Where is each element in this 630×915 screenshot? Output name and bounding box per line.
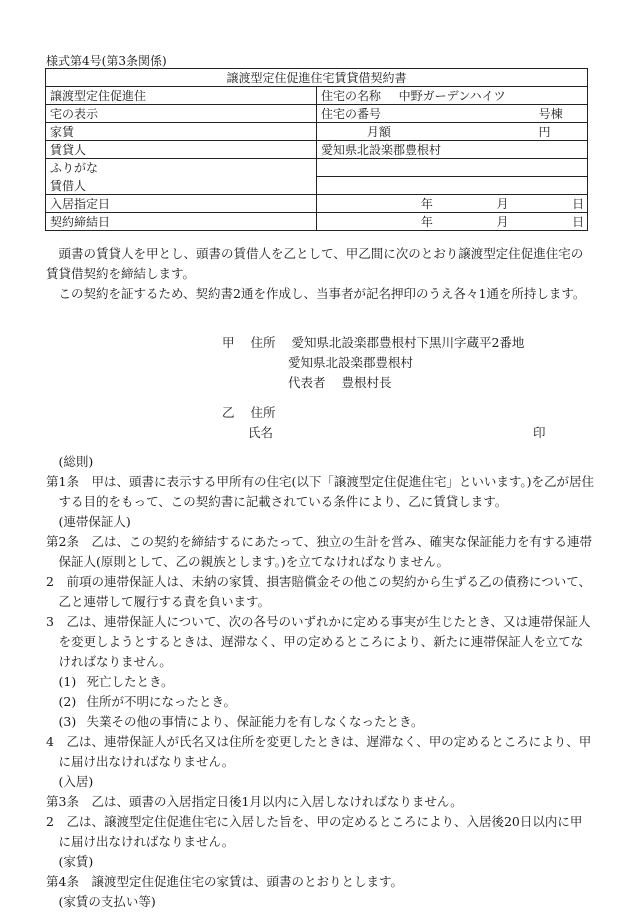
list-item	[59, 692, 595, 712]
contract-year: 年	[420, 215, 433, 229]
seal-mark: 印	[533, 425, 546, 440]
item-3-num: (3)	[58, 714, 77, 729]
intro-paragraph-2: この契約を証するため、契約書2通を作成し、当事者が記名押印のうえ各々1通を所持します。	[58, 286, 586, 301]
lessee-value	[317, 177, 588, 195]
party-b-mark: 乙	[222, 405, 235, 420]
house-display-label-2: 宅の表示	[46, 105, 317, 123]
party-a-address: 愛知県北設楽郡豊根村下黒川字蔵平2番地	[291, 335, 525, 350]
party-b-address-label: 住所	[250, 405, 276, 420]
form-number-label: 様式第4号(第3条関係)	[46, 54, 167, 68]
item-2-text: 住所が不明になったとき。	[86, 694, 237, 709]
house-number-unit: 号棟	[538, 107, 563, 121]
caption-rent: (家賃)	[58, 854, 94, 869]
table-row	[46, 87, 588, 105]
caption-move-in: (入居)	[58, 774, 94, 789]
move-in-year: 年	[420, 197, 433, 211]
party-a-rep-label: 代表者	[288, 375, 326, 390]
move-in-month: 月	[496, 197, 509, 211]
lessor-value: 愛知県北設楽郡豊根村	[317, 141, 588, 159]
rent-cell	[317, 123, 588, 141]
contract-day: 日	[572, 215, 585, 229]
intro-paragraphs	[46, 244, 591, 304]
article-3: 第3条 乙は、頭書の入居指定日後1月以内に入居しなければなりません。	[46, 794, 463, 809]
contract-month: 月	[496, 215, 509, 229]
house-name-label: 住宅の名称	[321, 89, 382, 103]
table-row	[46, 195, 588, 213]
rent-unit: 円	[538, 125, 551, 139]
caption-guarantor: (連帯保証人)	[58, 514, 131, 529]
article-2: 第2条 乙は、この契約を締結するにあたって、独立の生計を営み、確実な保証能力を有する連帯保証人(原則として、乙の親族とします。)を立てなければなりません。	[46, 534, 592, 569]
furigana-label: ふりがな	[46, 159, 317, 177]
house-number-label: 住宅の番号	[321, 107, 382, 121]
rent-label: 家賃	[46, 123, 317, 141]
item-1-num: (1)	[58, 674, 77, 689]
party-a-org: 愛知県北設楽郡豊根村	[288, 355, 414, 370]
table-row	[46, 141, 588, 159]
item-2-num: (2)	[58, 694, 77, 709]
intro-paragraph-1: 頭書の賃貸人を甲とし、頭書の賃借人を乙として、甲乙間に次のとおり譲渡型定住促進住宅の賃貸借契約を締結します。	[46, 246, 584, 281]
contract-date	[317, 213, 588, 231]
lessee-label: 賃借人	[46, 177, 317, 195]
table-row	[46, 159, 588, 177]
article-2-para-2: 2 前項の連帯保証人は、未納の家賃、損害賠償金その他この契約から生ずる乙の債務について、乙と連帯して履行する責を負います。	[46, 574, 591, 609]
move-in-date	[317, 195, 588, 213]
house-display-label-1: 譲渡型定住促進住	[46, 87, 317, 105]
party-a-address-label: 住所	[250, 335, 276, 350]
furigana-value	[317, 159, 588, 177]
articles-section	[46, 452, 594, 912]
lessor-label: 賃貸人	[46, 141, 317, 159]
table-row	[46, 213, 588, 231]
caption-rent-payment: (家賃の支払い等)	[58, 894, 156, 909]
party-b-name-label: 氏名	[248, 425, 274, 440]
article-1: 第1条 甲は、頭書に表示する甲所有の住宅(以下「譲渡型定住促進住宅」といいます。)を乙が居住する目的をもって、この契約書に記載されている条件により、乙に賃貸します。	[46, 474, 594, 509]
caption-general: (総則)	[58, 454, 94, 469]
house-name-value: 中野ガーデンハイツ	[398, 89, 506, 103]
contract-title: 譲渡型定住促進住宅賃貸借契約書	[46, 69, 588, 87]
contract-date-label: 契約締結日	[46, 213, 317, 231]
list-item	[59, 672, 595, 692]
contract-header-table	[45, 68, 588, 231]
table-title-row	[46, 69, 588, 87]
article-2-para-4: 4 乙は、連帯保証人が氏名又は住所を変更したときは、遅滞なく、甲の定めるところにより、甲に届け出なければなりません。	[46, 734, 592, 769]
house-number-cell	[317, 105, 588, 123]
article-3-para-2: 2 乙は、譲渡型定住促進住宅に入居した旨を、甲の定めるところにより、入居後20日以内に甲に届け出なければなりません。	[46, 814, 583, 849]
article-2-para-3: 3 乙は、連帯保証人について、次の各号のいずれかに定める事実が生じたとき、又は連帯保証人を変更しようとするときは、遅滞なく、甲の定めるところにより、新たに連帯保証人を立てなければなりません。	[46, 614, 591, 669]
item-1-text: 死亡したとき。	[86, 674, 174, 689]
move-in-day: 日	[572, 197, 585, 211]
party-a-rep: 豊根村長	[341, 375, 392, 390]
table-row	[46, 123, 588, 141]
item-3-text: 失業その他の事情により、保証能力を有しなくなったとき。	[86, 714, 424, 729]
rent-monthly-label: 月額	[366, 125, 391, 139]
table-row	[46, 105, 588, 123]
list-item	[59, 712, 595, 732]
article-4: 第4条 譲渡型定住促進住宅の家賃は、頭書のとおりとします。	[46, 874, 403, 889]
party-a-mark: 甲	[222, 335, 235, 350]
house-name-cell	[317, 87, 588, 105]
party-b-block	[222, 403, 276, 443]
party-a-block	[222, 333, 524, 393]
table-row	[46, 177, 588, 195]
move-in-label: 入居指定日	[46, 195, 317, 213]
